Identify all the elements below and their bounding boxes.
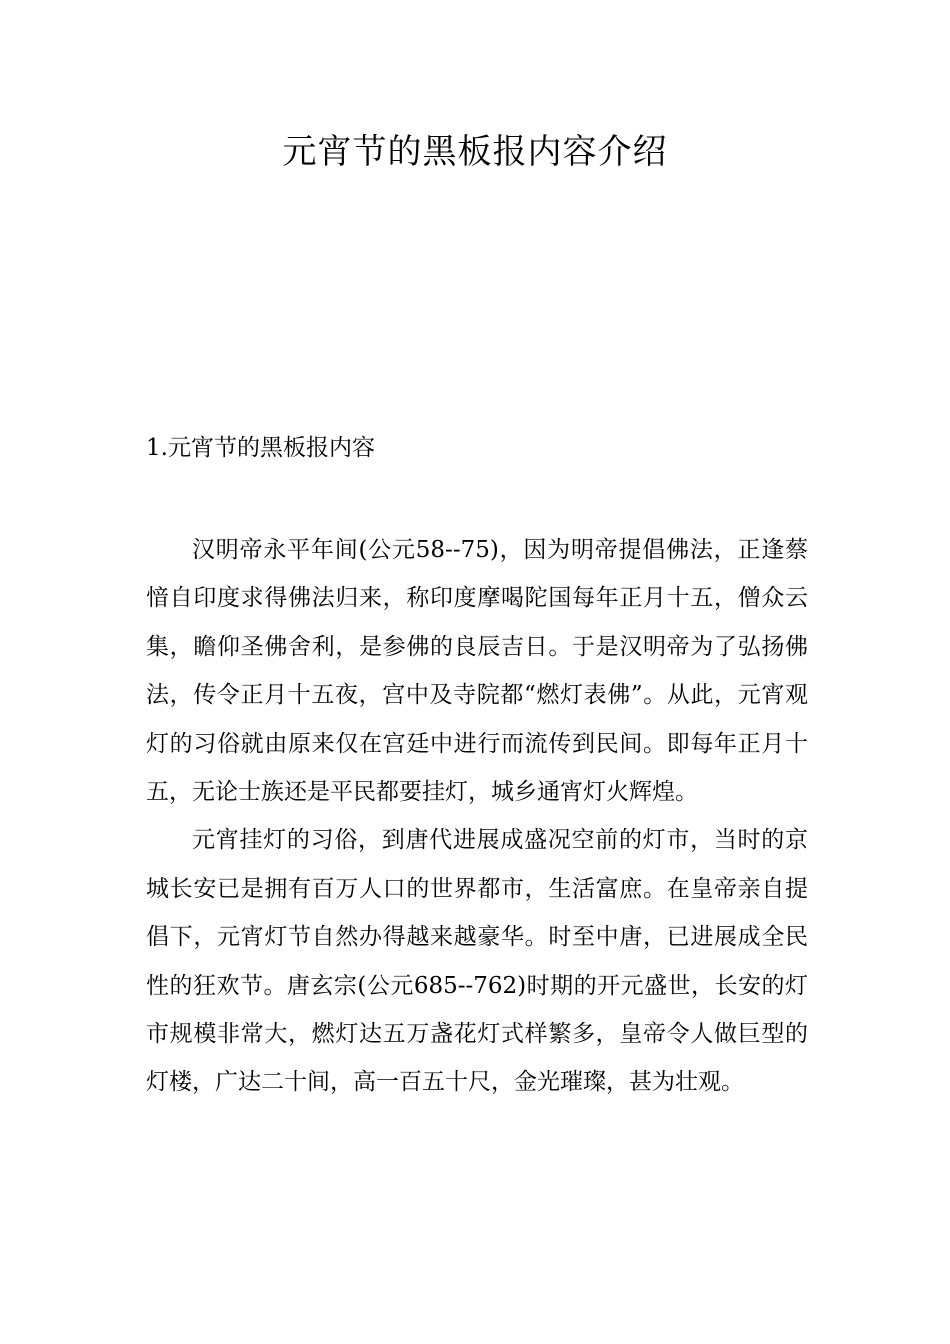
section-heading: 1.元宵节的黑板报内容 (146, 435, 375, 461)
paragraph-2: 元宵挂灯的习俗，到唐代进展成盛况空前的灯市，当时的京城长安已是拥有百万人口的世界都市，生活富庶。在皇帝亲自提倡下，元宵灯节自然办得越来越豪华。时至中唐，已进展成全民性的狂欢节。唐玄宗(公元685--762)时期的开元盛世，长安的灯市规模非常大，燃灯达五万盏花灯式样繁多，皇帝令人做巨型的灯楼，广达二十间，高一百五十尺，金光璀璨，甚为壮观。 (146, 827, 808, 1096)
paragraph-1: 汉明帝永平年间(公元58--75)，因为明帝提倡佛法，正逢蔡愔自印度求得佛法归来，称印度摩喝陀国每年正月十五，僧众云集，瞻仰圣佛舍利，是参佛的良辰吉日。于是汉明帝为了弘扬佛法，传令正月十五夜，宫中及寺院都“燃灯表佛”。从此，元宵观灯的习俗就由原来仅在宫廷中进行而流传到民间。即每年正月十五，无论士族还是平民都要挂灯，城乡通宵灯火辉煌。 (146, 537, 808, 806)
document-title: 元宵节的黑板报内容介绍 (282, 132, 668, 172)
document-body (146, 526, 808, 1107)
